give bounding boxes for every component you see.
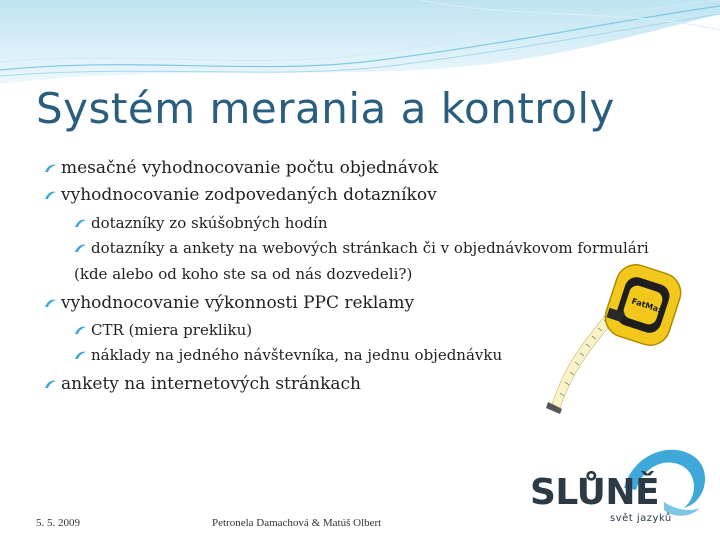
bullet-item xyxy=(44,186,437,206)
bullet-text: mesačné vyhodnocovanie počtu objednávok xyxy=(61,158,439,178)
bullet-text: vyhodnocovanie zodpovedaných dotazníkov xyxy=(61,185,437,205)
tape-brand-label: FatMax xyxy=(630,296,665,316)
bullet-marker-icon xyxy=(44,190,57,200)
logo-tagline: svět jazyků xyxy=(610,513,672,524)
bullet-text: CTR (miera prekliku) xyxy=(91,321,253,339)
tape-measure-image xyxy=(514,262,690,422)
bullet-text: ankety na internetových stránkach xyxy=(61,374,362,394)
bullet-text: (kde alebo od koho ste sa od nás dozvedeli?) xyxy=(74,265,413,283)
bullet-marker-icon xyxy=(74,218,87,228)
bullet-marker-icon xyxy=(74,325,87,335)
sub-bullet-item xyxy=(74,347,502,364)
sub-bullet-continuation xyxy=(74,266,412,283)
bullet-marker-icon xyxy=(44,298,57,308)
bullet-marker-icon xyxy=(44,163,57,173)
sub-bullet-item xyxy=(74,215,328,232)
slide-title: Systém merania a kontroly xyxy=(36,84,615,133)
bullet-marker-icon xyxy=(74,350,87,360)
sub-bullet-item xyxy=(74,240,649,257)
bullet-item xyxy=(44,294,414,314)
bullet-item xyxy=(44,159,438,179)
bullet-marker-icon xyxy=(44,379,57,389)
bullet-text: dotazníky a ankety na webových stránkach či v objednávkovom formulári xyxy=(91,239,649,257)
logo-wordmark: SLŮNĚ xyxy=(530,472,660,513)
bullet-text: vyhodnocovanie výkonnosti PPC reklamy xyxy=(61,293,415,313)
sub-bullet-item xyxy=(74,322,252,339)
footer-authors: Petronela Damachová & Matúš Olbert xyxy=(212,517,382,529)
bullet-text: dotazníky zo skúšobných hodín xyxy=(91,214,328,232)
bullet-text: náklady na jedného návštevníka, na jednu objednávku xyxy=(91,346,503,364)
bullet-item xyxy=(44,375,361,395)
company-logo xyxy=(514,418,720,540)
bullet-marker-icon xyxy=(74,243,87,253)
footer-date: 5. 5. 2009 xyxy=(36,517,80,529)
